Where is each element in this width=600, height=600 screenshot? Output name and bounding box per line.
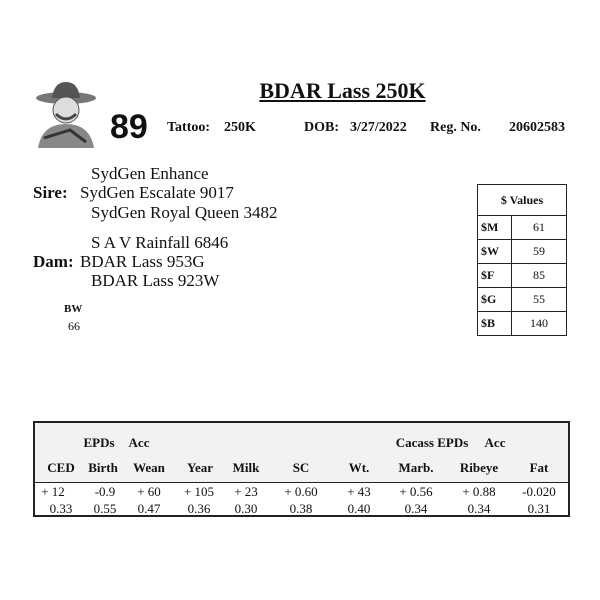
dam-label: Dam: — [33, 252, 74, 271]
dollar-value-row — [478, 240, 566, 264]
epd-value: + 0.56 — [399, 484, 433, 499]
epd-acc-value: 0.31 — [527, 501, 551, 516]
dob-label: DOB: — [304, 120, 339, 135]
sire-of-dam: S A V Rainfall 6846 — [91, 233, 229, 252]
sire-name: SydGen Escalate 9017 — [80, 183, 234, 202]
dollar-value-row — [478, 216, 566, 240]
dollar-value-value: 55 — [533, 292, 545, 306]
dob-value: 3/27/2022 — [350, 120, 407, 135]
epd-acc-value: 0.36 — [187, 501, 211, 516]
epd-acc-value: 0.47 — [137, 501, 161, 516]
epd-column-header: Milk — [232, 460, 260, 475]
epd-value: -0.9 — [94, 484, 116, 499]
dollar-value-key: $B — [478, 312, 512, 335]
dollar-values-header: $ Values — [478, 185, 566, 216]
page-title: BDAR Lass 250K — [259, 78, 426, 103]
epd-column-header: Wt. — [348, 460, 370, 475]
epd-acc-value: 0.34 — [404, 501, 428, 516]
dollar-value-key: $F — [478, 264, 512, 287]
epd-column-header: CED — [47, 460, 75, 475]
epd-value: + 105 — [183, 484, 215, 499]
epd-acc-value: 0.55 — [93, 501, 117, 516]
epd-column-header: SC — [292, 460, 310, 475]
epd-value: + 0.60 — [284, 484, 318, 499]
epd-column-header: Wean — [133, 460, 165, 475]
carcass-group-label: Cacass EPDs — [395, 435, 469, 450]
dollar-value-key: $W — [478, 240, 512, 263]
epd-column-header: Ribeye — [459, 460, 499, 475]
epd-acc-value: 0.30 — [234, 501, 258, 516]
epd-acc-value: 0.38 — [289, 501, 313, 516]
epd-acc-value: 0.40 — [347, 501, 371, 516]
sire-label: Sire: — [33, 183, 68, 202]
bw-value: 66 — [68, 319, 80, 333]
epd-column-header: Marb. — [398, 460, 434, 475]
epd-column-header: Fat — [529, 460, 549, 475]
dam-of-dam: BDAR Lass 923W — [91, 271, 220, 290]
dollar-value-key: $G — [478, 288, 512, 311]
epd-value: + 0.88 — [462, 484, 496, 499]
dam-of-sire: SydGen Royal Queen 3482 — [91, 203, 278, 222]
animal-number: 89 — [110, 108, 148, 146]
bw-label: BW — [64, 303, 83, 315]
epd-value: -0.020 — [522, 484, 556, 499]
dollar-value-row — [478, 264, 566, 288]
cowboy-portrait-icon — [30, 78, 102, 148]
epd-table — [33, 421, 570, 517]
tattoo-value: 250K — [224, 120, 256, 135]
reg-label: Reg. No. — [430, 120, 481, 135]
tattoo-label: Tattoo: — [167, 120, 211, 135]
epd-acc-label: Acc — [128, 435, 150, 450]
dollar-value-value: 140 — [530, 316, 548, 330]
dam-name: BDAR Lass 953G — [80, 252, 205, 271]
dollar-value-value: 59 — [533, 244, 545, 258]
dollar-value-value: 85 — [533, 268, 545, 282]
epd-value: + 12 — [41, 484, 65, 499]
epd-value: + 60 — [137, 484, 161, 499]
epd-acc-value: 0.34 — [467, 501, 491, 516]
reg-value: 20602583 — [509, 120, 565, 135]
epd-group-label: EPDs — [83, 435, 115, 450]
dollar-value-value: 61 — [533, 220, 545, 234]
epd-value: + 43 — [347, 484, 371, 499]
sire-of-sire: SydGen Enhance — [91, 164, 209, 183]
dollar-value-key: $M — [478, 216, 512, 239]
epd-column-header: Year — [187, 460, 213, 475]
dollar-values-table — [477, 184, 567, 336]
carcass-acc-label: Acc — [484, 435, 506, 450]
dollar-value-row — [478, 312, 566, 335]
epd-value: + 23 — [234, 484, 258, 499]
epd-column-header: Birth — [88, 460, 118, 475]
epd-acc-value: 0.33 — [49, 501, 73, 516]
dollar-value-row — [478, 288, 566, 312]
